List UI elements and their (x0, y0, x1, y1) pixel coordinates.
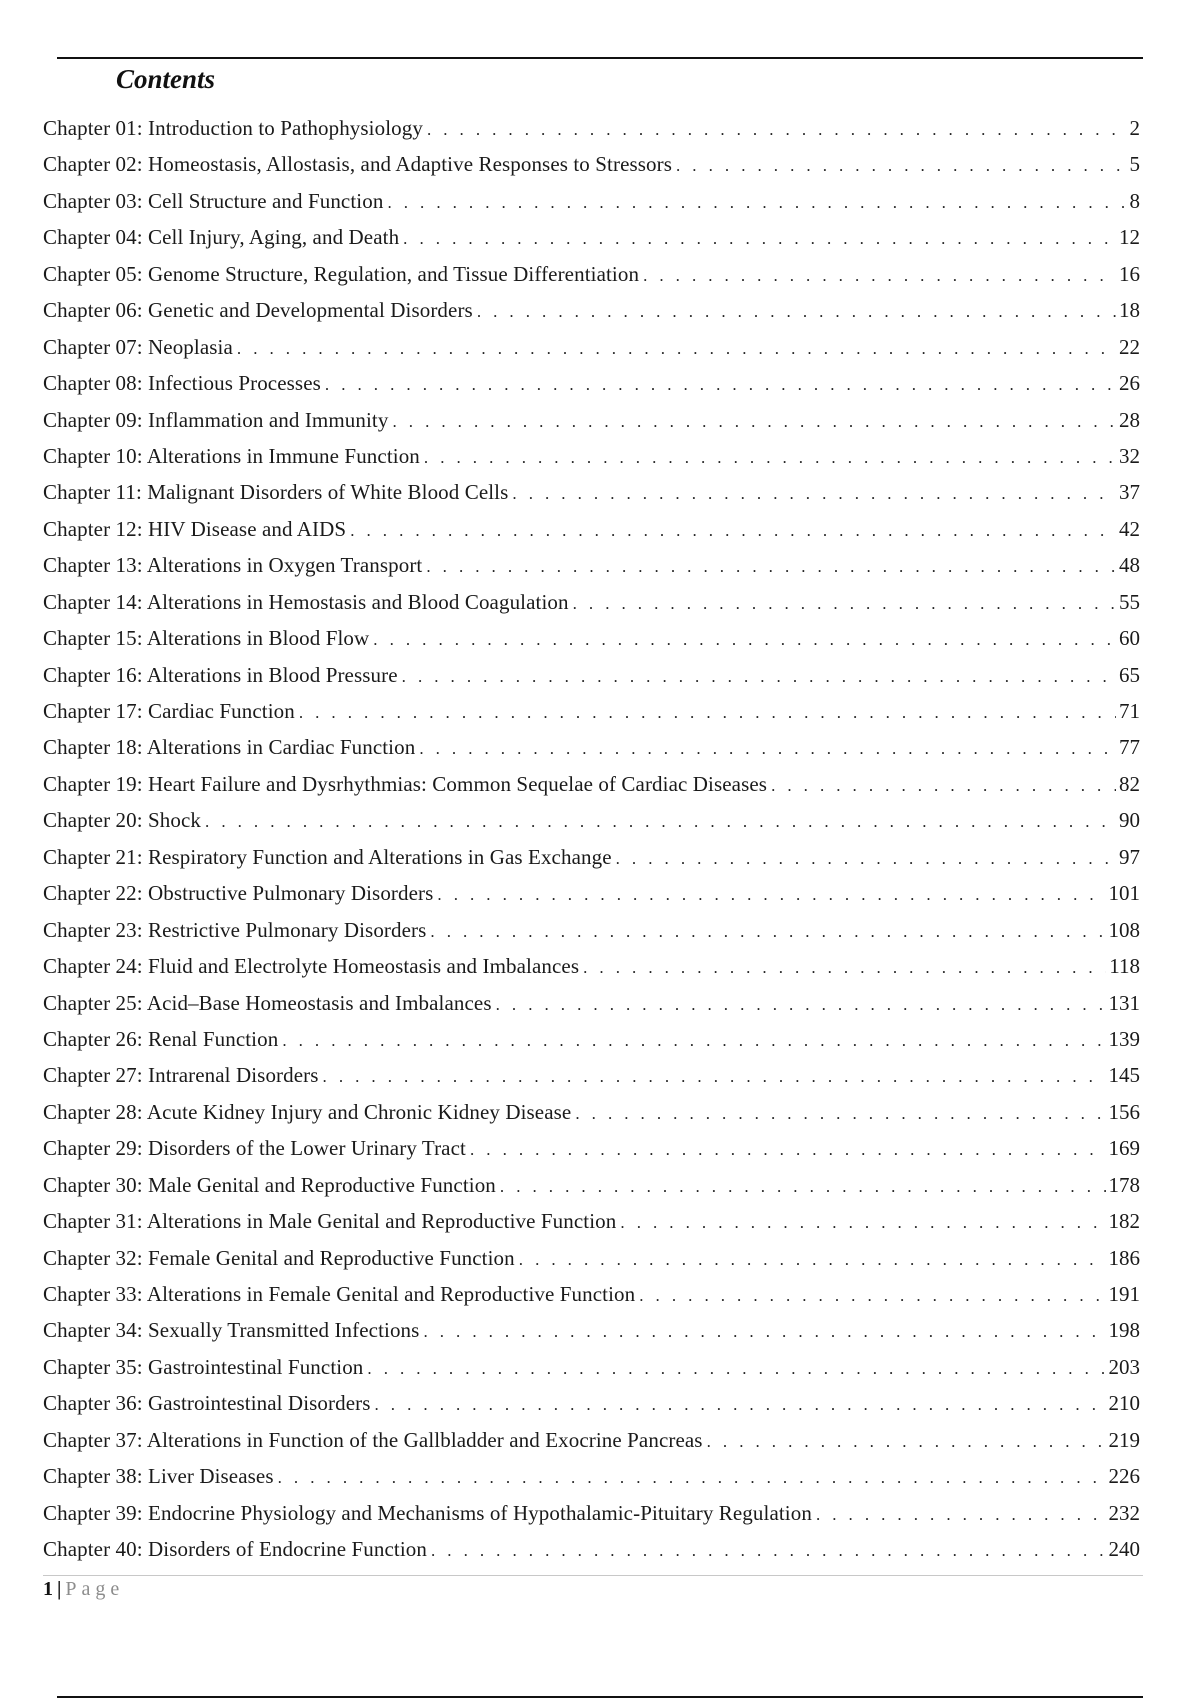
toc-dot-leader (350, 521, 1116, 541)
toc-entry-page-number: 55 (1119, 589, 1140, 614)
toc-entry[interactable] (43, 1355, 1140, 1391)
toc-entry-title: Chapter 01: Introduction to Pathophysiology (43, 116, 423, 140)
toc-entry-title: Chapter 11: Malignant Disorders of White Blood Cells (43, 480, 509, 505)
toc-entry-page-number: 198 (1108, 1318, 1140, 1343)
toc-entry-page-number: 90 (1119, 808, 1140, 833)
toc-dot-leader (403, 229, 1116, 249)
toc-dot-leader (419, 739, 1116, 759)
toc-entry-title: Chapter 20: Shock (43, 808, 202, 833)
toc-entry[interactable] (43, 1464, 1140, 1500)
toc-dot-leader (583, 958, 1106, 978)
toc-entry-page-number: 82 (1119, 771, 1140, 796)
toc-dot-leader (430, 922, 1105, 942)
toc-dot-leader (477, 302, 1116, 322)
toc-dot-leader (437, 885, 1105, 905)
toc-dot-leader (375, 1395, 1106, 1415)
toc-entry-page-number: 5 (1129, 152, 1140, 177)
page-footer (43, 1578, 124, 1601)
toc-entry-title: Chapter 19: Heart Failure and Dysrhythmias: Common Sequelae of Cardiac Diseases (43, 771, 768, 796)
toc-entry-title: Chapter 05: Genome Structure, Regulation, and Tissue Differentiation (43, 261, 640, 286)
toc-entry-title: Chapter 33: Alterations in Female Genital and Reproductive Function (43, 1282, 636, 1306)
toc-entry-title: Chapter 39: Endocrine Physiology and Mechanisms of Hypothalamic-Pituitary Regulation (43, 1500, 812, 1525)
toc-entry[interactable] (43, 1537, 1140, 1573)
toc-dot-leader (282, 1031, 1105, 1051)
toc-entry[interactable] (43, 1391, 1140, 1427)
toc-entry[interactable] (43, 991, 1140, 1027)
toc-dot-leader (423, 1322, 1105, 1342)
toc-entry[interactable] (43, 1027, 1140, 1063)
toc-entry[interactable] (43, 371, 1140, 407)
toc-entry[interactable] (43, 1501, 1140, 1537)
toc-entry[interactable] (43, 1428, 1140, 1464)
toc-dot-leader (278, 1468, 1106, 1488)
toc-entry-title: Chapter 40: Disorders of Endocrine Function (43, 1537, 427, 1562)
toc-entry-page-number: 60 (1119, 626, 1140, 651)
toc-entry-page-number: 186 (1108, 1245, 1140, 1270)
toc-entry[interactable] (43, 553, 1140, 589)
toc-dot-leader (431, 1541, 1106, 1561)
toc-entry-title: Chapter 02: Homeostasis, Allostasis, and Adaptive Responses to Stressors (43, 152, 672, 177)
toc-entry[interactable] (43, 480, 1140, 516)
toc-entry-page-number: 232 (1108, 1500, 1140, 1525)
toc-entry-title: Chapter 34: Sexually Transmitted Infections (43, 1318, 420, 1343)
toc-dot-leader (392, 412, 1116, 432)
toc-dot-leader (496, 995, 1106, 1015)
footer-separator: | (57, 1578, 62, 1600)
toc-entry[interactable] (43, 262, 1140, 298)
toc-entry-title: Chapter 25: Acid–Base Homeostasis and Imbalances (43, 990, 492, 1015)
toc-dot-leader (575, 1104, 1105, 1124)
toc-entry-title: Chapter 32: Female Genital and Reproductive Function (43, 1245, 515, 1270)
toc-entry-page-number: 71 (1119, 699, 1140, 723)
toc-entry-title: Chapter 06: Genetic and Developmental Disorders (43, 298, 473, 323)
toc-dot-leader (512, 484, 1116, 504)
toc-dot-leader (427, 120, 1127, 140)
toc-entry[interactable] (43, 335, 1140, 371)
toc-entry[interactable] (43, 772, 1140, 808)
toc-entry[interactable] (43, 1246, 1140, 1282)
toc-entry-title: Chapter 04: Cell Injury, Aging, and Death (43, 225, 400, 250)
toc-entry-title: Chapter 22: Obstructive Pulmonary Disorders (43, 881, 434, 906)
toc-entry-page-number: 108 (1108, 917, 1140, 942)
toc-entry-page-number: 156 (1108, 1099, 1140, 1124)
toc-entry-page-number: 22 (1119, 334, 1140, 359)
toc-entry-page-number: 191 (1108, 1282, 1140, 1306)
toc-dot-leader (323, 1067, 1106, 1087)
toc-entry-page-number: 18 (1119, 298, 1140, 323)
toc-entry-page-number: 219 (1108, 1427, 1140, 1452)
toc-dot-leader (573, 594, 1116, 614)
toc-entry-title: Chapter 08: Infectious Processes (43, 371, 321, 396)
toc-entry[interactable] (43, 444, 1140, 480)
footer-rule (43, 1575, 1143, 1576)
toc-entry-title: Chapter 16: Alterations in Blood Pressure (43, 662, 398, 687)
toc-dot-leader (707, 1432, 1106, 1452)
toc-dot-leader (367, 1359, 1105, 1379)
toc-entry-page-number: 139 (1108, 1026, 1140, 1051)
toc-entry-page-number: 97 (1119, 844, 1140, 869)
toc-dot-leader (205, 812, 1116, 832)
toc-dot-leader (816, 1505, 1106, 1525)
toc-entry-page-number: 48 (1119, 553, 1140, 578)
toc-entry-page-number: 42 (1119, 516, 1140, 541)
toc-entry-title: Chapter 03: Cell Structure and Function (43, 188, 384, 213)
toc-entry-page-number: 226 (1108, 1464, 1140, 1489)
toc-entry-title: Chapter 07: Neoplasia (43, 334, 233, 359)
toc-dot-leader (643, 266, 1116, 286)
toc-entry-title: Chapter 29: Disorders of the Lower Urinary Tract (43, 1136, 466, 1161)
toc-dot-leader (620, 1213, 1105, 1233)
top-rule (57, 57, 1143, 59)
toc-entry-page-number: 203 (1108, 1354, 1140, 1379)
bottom-rule (57, 1696, 1143, 1698)
footer-page-number: 1 (43, 1578, 53, 1600)
toc-entry-title: Chapter 18: Alterations in Cardiac Function (43, 735, 416, 760)
toc-entry-title: Chapter 31: Alterations in Male Genital and Reproductive Function (43, 1209, 617, 1234)
toc-entry[interactable] (43, 808, 1140, 844)
toc-dot-leader (325, 375, 1116, 395)
toc-entry-title: Chapter 23: Restrictive Pulmonary Disorders (43, 917, 427, 942)
toc-entry[interactable] (43, 189, 1140, 225)
toc-entry-page-number: 12 (1119, 225, 1140, 250)
toc-entry-page-number: 16 (1119, 261, 1140, 286)
toc-entry-title: Chapter 10: Alterations in Immune Function (43, 443, 420, 468)
toc-entry[interactable] (43, 954, 1140, 990)
toc-entry-page-number: 240 (1108, 1537, 1140, 1562)
toc-entry[interactable] (43, 1318, 1140, 1354)
toc-dot-leader (426, 557, 1116, 577)
toc-entry-page-number: 169 (1108, 1136, 1140, 1161)
toc-entry[interactable] (43, 116, 1140, 152)
toc-entry[interactable] (43, 298, 1140, 334)
toc-entry-page-number: 131 (1108, 990, 1140, 1015)
toc-entry-page-number: 178 (1108, 1172, 1140, 1197)
toc-entry[interactable] (43, 626, 1140, 662)
toc-entry-title: Chapter 38: Liver Diseases (43, 1464, 274, 1489)
toc-entry-title: Chapter 12: HIV Disease and AIDS (43, 516, 347, 541)
toc-dot-leader (424, 448, 1116, 468)
footer-page-word: Page (65, 1578, 125, 1600)
toc-dot-leader (387, 193, 1126, 213)
toc-entry-title: Chapter 13: Alterations in Oxygen Transport (43, 553, 423, 578)
contents-heading: Contents (116, 64, 216, 94)
toc-entry-title: Chapter 24: Fluid and Electrolyte Homeostasis and Imbalances (43, 954, 580, 979)
toc-entry-title: Chapter 37: Alterations in Function of the Gallbladder and Exocrine Pancreas (43, 1427, 703, 1452)
table-of-contents (43, 116, 1140, 1574)
toc-entry-title: Chapter 17: Cardiac Function (43, 699, 295, 723)
toc-entry[interactable] (43, 517, 1140, 553)
toc-entry-page-number: 118 (1109, 954, 1140, 979)
toc-entry[interactable] (43, 918, 1140, 954)
toc-dot-leader (519, 1250, 1106, 1270)
toc-entry-title: Chapter 21: Respiratory Function and Alterations in Gas Exchange (43, 844, 612, 869)
toc-entry[interactable] (43, 735, 1140, 771)
toc-entry[interactable] (43, 1063, 1140, 1099)
toc-entry-page-number: 26 (1119, 371, 1140, 396)
toc-entry[interactable] (43, 590, 1140, 626)
toc-entry-title: Chapter 14: Alterations in Hemostasis and Blood Coagulation (43, 589, 569, 614)
toc-entry-page-number: 145 (1108, 1063, 1140, 1088)
toc-dot-leader (676, 156, 1127, 176)
toc-dot-leader (373, 630, 1116, 650)
toc-entry[interactable] (43, 1173, 1140, 1209)
toc-dot-leader (402, 667, 1116, 687)
toc-entry[interactable] (43, 225, 1140, 261)
toc-entry-title: Chapter 15: Alterations in Blood Flow (43, 626, 370, 651)
toc-entry-title: Chapter 27: Intrarenal Disorders (43, 1063, 319, 1088)
toc-entry-title: Chapter 26: Renal Function (43, 1026, 279, 1051)
toc-entry-page-number: 77 (1119, 735, 1140, 760)
toc-dot-leader (470, 1140, 1106, 1160)
toc-entry-page-number: 8 (1129, 188, 1140, 213)
toc-entry[interactable] (43, 663, 1140, 699)
toc-entry-page-number: 28 (1119, 407, 1140, 432)
toc-entry-page-number: 32 (1119, 443, 1140, 468)
toc-dot-leader (500, 1177, 1106, 1197)
toc-entry[interactable] (43, 1136, 1140, 1172)
toc-dot-leader (237, 339, 1116, 359)
toc-entry-title: Chapter 30: Male Genital and Reproductive Function (43, 1172, 496, 1197)
toc-entry-page-number: 101 (1108, 881, 1140, 906)
toc-entry[interactable] (43, 699, 1140, 735)
toc-entry-page-number: 65 (1119, 662, 1140, 687)
toc-entry-page-number: 182 (1108, 1209, 1140, 1234)
toc-dot-leader (299, 703, 1116, 723)
toc-entry[interactable] (43, 408, 1140, 444)
toc-entry-page-number: 37 (1119, 480, 1140, 505)
toc-entry[interactable] (43, 1209, 1140, 1245)
toc-dot-leader (639, 1286, 1105, 1306)
toc-entry-page-number: 210 (1108, 1391, 1140, 1416)
toc-entry-title: Chapter 36: Gastrointestinal Disorders (43, 1391, 371, 1416)
toc-entry-title: Chapter 09: Inflammation and Immunity (43, 407, 389, 432)
toc-entry[interactable] (43, 845, 1140, 881)
toc-entry-title: Chapter 35: Gastrointestinal Function (43, 1354, 364, 1379)
toc-dot-leader (616, 849, 1116, 869)
toc-entry-title: Chapter 28: Acute Kidney Injury and Chronic Kidney Disease (43, 1099, 572, 1124)
toc-entry[interactable] (43, 881, 1140, 917)
toc-dot-leader (771, 776, 1116, 796)
toc-entry[interactable] (43, 152, 1140, 188)
toc-entry[interactable] (43, 1282, 1140, 1318)
toc-entry[interactable] (43, 1100, 1140, 1136)
toc-entry-page-number: 2 (1129, 116, 1140, 140)
